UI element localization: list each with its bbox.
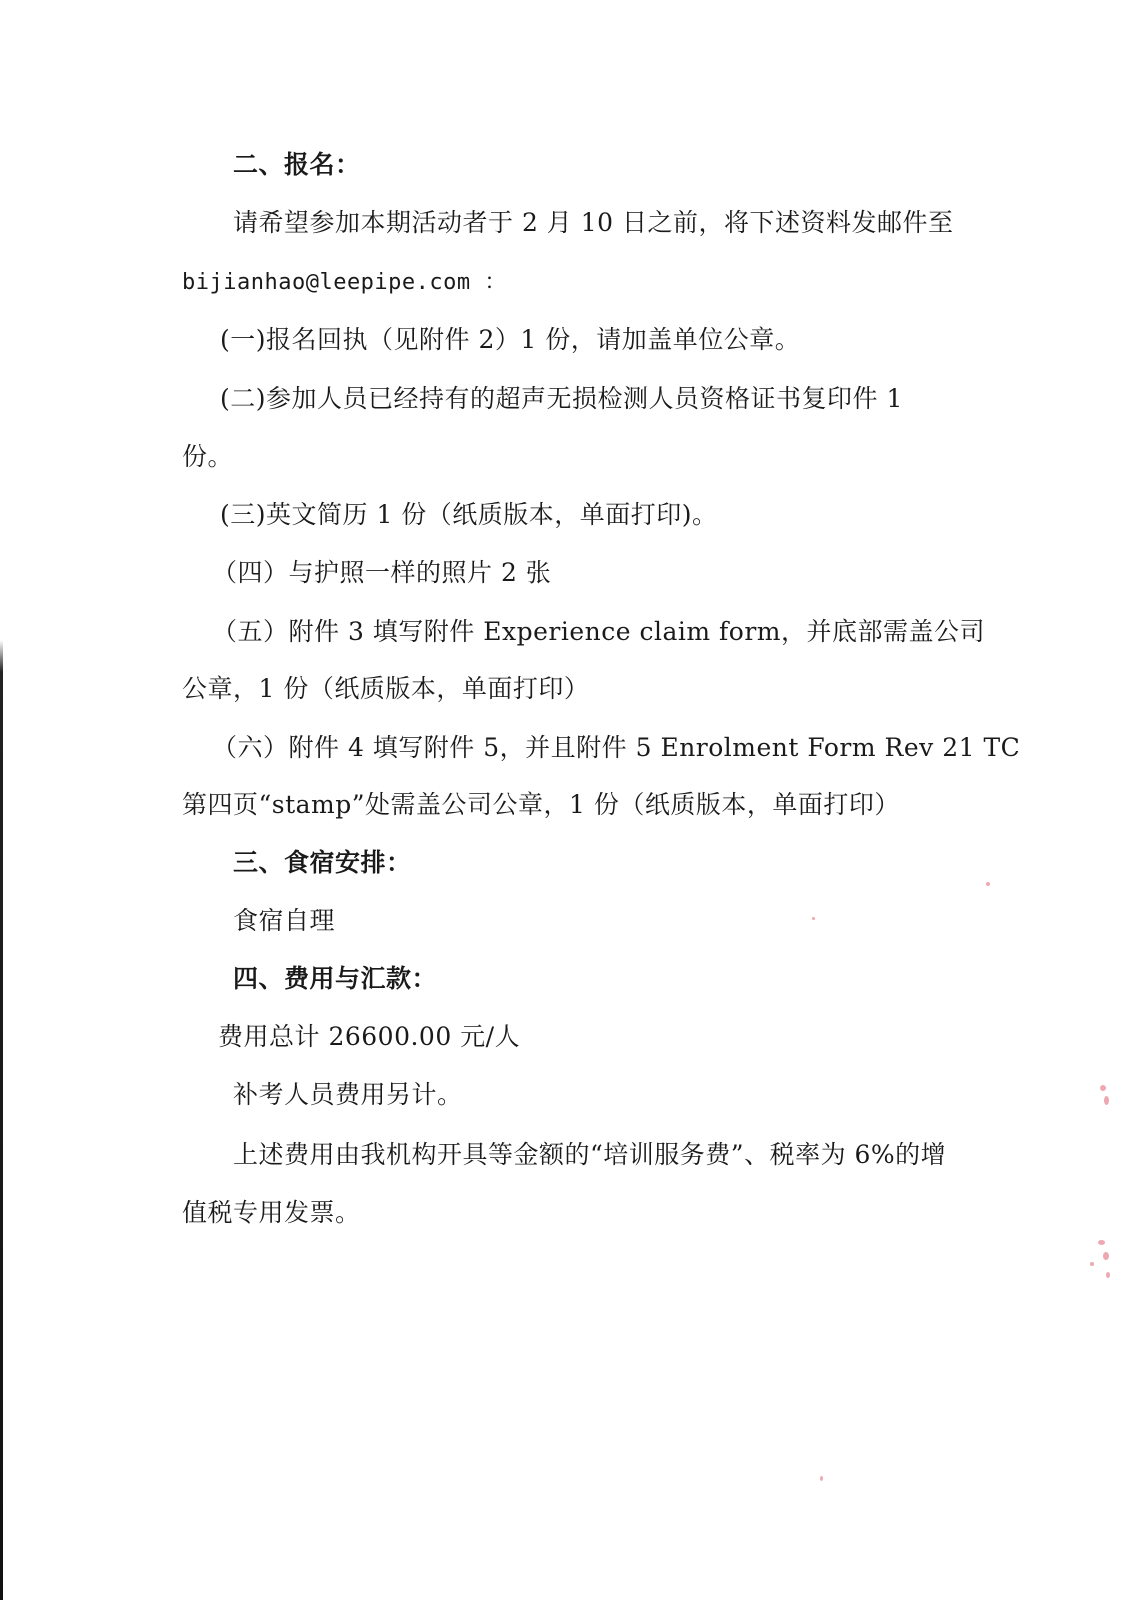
invoice-note-cont: 值税专用发票。: [182, 1198, 361, 1227]
accommodation-body: 食宿自理: [233, 906, 336, 935]
fee-retake-note: 补考人员费用另计。: [233, 1080, 463, 1109]
registration-item-4: （四）与护照一样的照片 2 张: [212, 558, 552, 587]
registration-item-2-cont: 份。: [182, 442, 234, 471]
registration-item-3: (三)英文简历 1 份（纸质版本，单面打印)。: [220, 500, 718, 529]
registration-item-1: (一)报名回执（见附件 2）1 份，请加盖单位公章。: [220, 325, 801, 354]
section-heading-fees: 四、费用与汇款：: [233, 964, 438, 993]
registration-item-2: (二)参加人员已经持有的超声无损检测人员资格证书复印件 1: [220, 384, 903, 413]
registration-item-6-cont: 第四页“stamp”处需盖公司公章，1 份（纸质版本，单面打印）: [182, 790, 900, 819]
invoice-note: 上述费用由我机构开具等金额的“培训服务费”、税率为 6%的增: [233, 1140, 947, 1169]
registration-email: bijianhao@leepipe.com ：: [182, 270, 507, 295]
registration-item-5-cont: 公章，1 份（纸质版本，单面打印）: [182, 674, 590, 703]
section-heading-accommodation: 三、食宿安排：: [233, 848, 412, 877]
fee-total: 费用总计 26600.00 元/人: [218, 1022, 521, 1051]
registration-item-6: （六）附件 4 填写附件 5，并且附件 5 Enrolment Form Rev 21 TC: [212, 733, 1021, 762]
scan-edge: [0, 0, 3, 1600]
section-heading-registration: 二、报名：: [233, 150, 361, 179]
registration-item-5: （五）附件 3 填写附件 Experience claim form，并底部需盖公司: [212, 617, 985, 646]
registration-intro: 请希望参加本期活动者于 2 月 10 日之前，将下述资料发邮件至: [233, 208, 954, 237]
